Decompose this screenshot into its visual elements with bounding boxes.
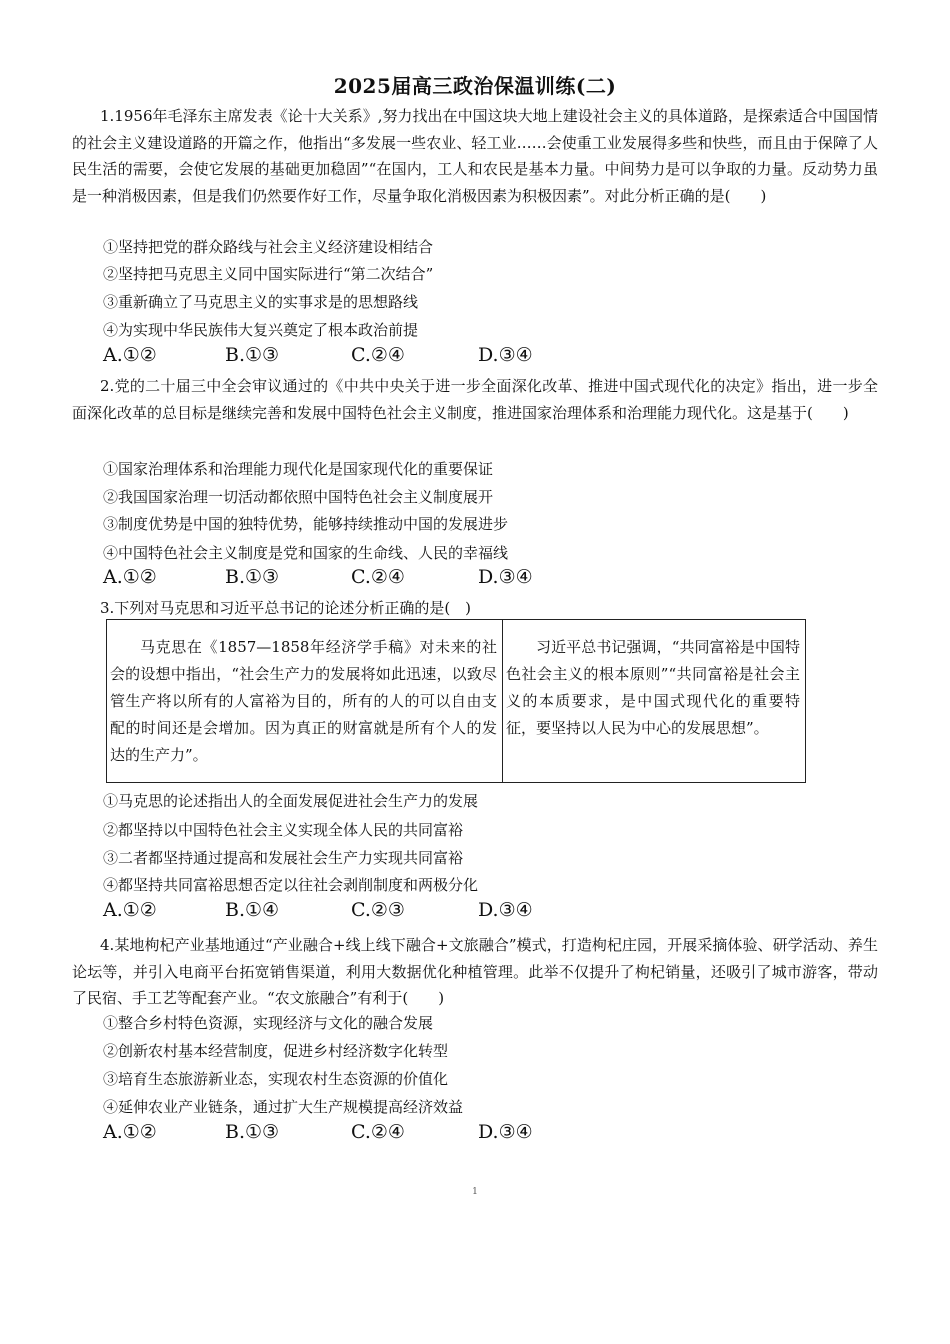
choice-a[interactable]: A.①②: [103, 899, 157, 921]
quote-table: [106, 619, 806, 783]
quote-marx: 马克思在《1857—1858年经济学手稿》对未来的社会的设想中指出，“社会生产力的发展将如此迅速，以致尽管生产将以所有的人富裕为目的，所有的人的可以自由支配的时间还是会增加。因为真正的财富就是所有个人的发达的生产力”。: [107, 620, 503, 782]
choice-a[interactable]: A.①②: [103, 566, 157, 588]
page-number: 1: [472, 1187, 478, 1197]
choice-b[interactable]: B.①③: [225, 566, 280, 588]
question-2-stem: 2.党的二十届三中全会审议通过的《中共中央关于进一步全面深化改革、推进中国式现代化的决定》指出，进一步全面深化改革的总目标是继续完善和发展中国特色社会主义制度，推进国家治理体系和治理能力现代化。这是基于( ): [72, 377, 878, 422]
choice-d[interactable]: D.③④: [478, 566, 533, 588]
question-2-option-1: ①国家治理体系和治理能力现代化是国家现代化的重要保证: [103, 460, 494, 478]
question-2-choices: [103, 566, 803, 592]
quote-xi: 习近平总书记强调，“共同富裕是中国特色社会主义的根本原则”“共同富裕是社会主义的本质要求，是中国式现代化的重要特征，要坚持以人民为中心的发展思想”。: [506, 638, 800, 737]
choice-c[interactable]: C.②③: [351, 899, 405, 921]
question-4-choices: [103, 1121, 803, 1147]
question-3-stem: 3.下列对马克思和习近平总书记的论述分析正确的是( ): [100, 599, 472, 617]
question-1-stem: 1.1956年毛泽东主席发表《论十大关系》,努力找出在中国这块大地上建设社会主义的具体道路，是探索适合中国国情的社会主义建设道路的开篇之作，他指出“多发展一些农业、轻工业……会使重工业发展得多些和快些，而且由于保障了人民生活的需要，会使它发展的基础更加稳固”“在国内，工人和农民是基本力量。中间势力是可以争取的力量。反动势力虽是一种消极因素，但是我们仍然要作好工作，尽量争取化消极因素为积极因素”。对此分析正确的是( ): [72, 107, 878, 205]
question-3-option-1: ①马克思的论述指出人的全面发展促进社会生产力的发展: [103, 792, 479, 810]
choice-b[interactable]: B.①③: [225, 344, 280, 366]
choice-d[interactable]: D.③④: [478, 1121, 533, 1143]
question-1-option-1: ①坚持把党的群众路线与社会主义经济建设相结合: [103, 238, 434, 256]
question-1-option-3: ③重新确立了马克思主义的实事求是的思想路线: [103, 293, 419, 311]
question-2-option-2: ②我国国家治理一切活动都依照中国特色社会主义制度展开: [103, 488, 494, 506]
question-4-option-1: ①整合乡村特色资源，实现经济与文化的融合发展: [103, 1014, 434, 1032]
question-1-option-4: ④为实现中华民族伟大复兴奠定了根本政治前提: [103, 321, 419, 339]
choice-c[interactable]: C.②④: [351, 1121, 405, 1143]
question-4-option-4: ④延伸农业产业链条，通过扩大生产规模提高经济效益: [103, 1098, 464, 1116]
page-title: 2025届高三政治保温训练(二): [333, 74, 617, 98]
question-1-choices: [103, 344, 803, 370]
question-3-choices: [103, 899, 803, 925]
choice-d[interactable]: D.③④: [478, 344, 533, 366]
choice-c[interactable]: C.②④: [351, 344, 405, 366]
choice-b[interactable]: B.①④: [225, 899, 280, 921]
choice-b[interactable]: B.①③: [225, 1121, 280, 1143]
choice-c[interactable]: C.②④: [351, 566, 405, 588]
question-4-stem: 4.某地枸杞产业基地通过“产业融合+线上线下融合+文旅融合”模式，打造枸杞庄园，开展采摘体验、研学活动、养生论坛等，并引入电商平台拓宽销售渠道，利用大数据优化种植管理。此举不仅提升了枸杞销量，还吸引了城市游客，带动了民宿、手工艺等配套产业。“农文旅融合”有利于( ): [72, 936, 878, 1007]
choice-a[interactable]: A.①②: [103, 344, 157, 366]
question-3-option-2: ②都坚持以中国特色社会主义实现全体人民的共同富裕: [103, 821, 464, 839]
question-3-option-4: ④都坚持共同富裕思想否定以往社会剥削制度和两极分化: [103, 876, 479, 894]
choice-d[interactable]: D.③④: [478, 899, 533, 921]
question-3-option-3: ③二者都坚持通过提高和发展社会生产力实现共同富裕: [103, 849, 464, 867]
choice-a[interactable]: A.①②: [103, 1121, 157, 1143]
question-1-option-2: ②坚持把马克思主义同中国实际进行“第二次结合”: [103, 265, 434, 283]
question-2-option-3: ③制度优势是中国的独特优势，能够持续推动中国的发展进步: [103, 515, 509, 533]
question-2-option-4: ④中国特色社会主义制度是党和国家的生命线、人民的幸福线: [103, 544, 509, 562]
question-4-option-3: ③培育生态旅游新业态，实现农村生态资源的价值化: [103, 1070, 449, 1088]
question-4-option-2: ②创新农村基本经营制度，促进乡村经济数字化转型: [103, 1042, 449, 1060]
